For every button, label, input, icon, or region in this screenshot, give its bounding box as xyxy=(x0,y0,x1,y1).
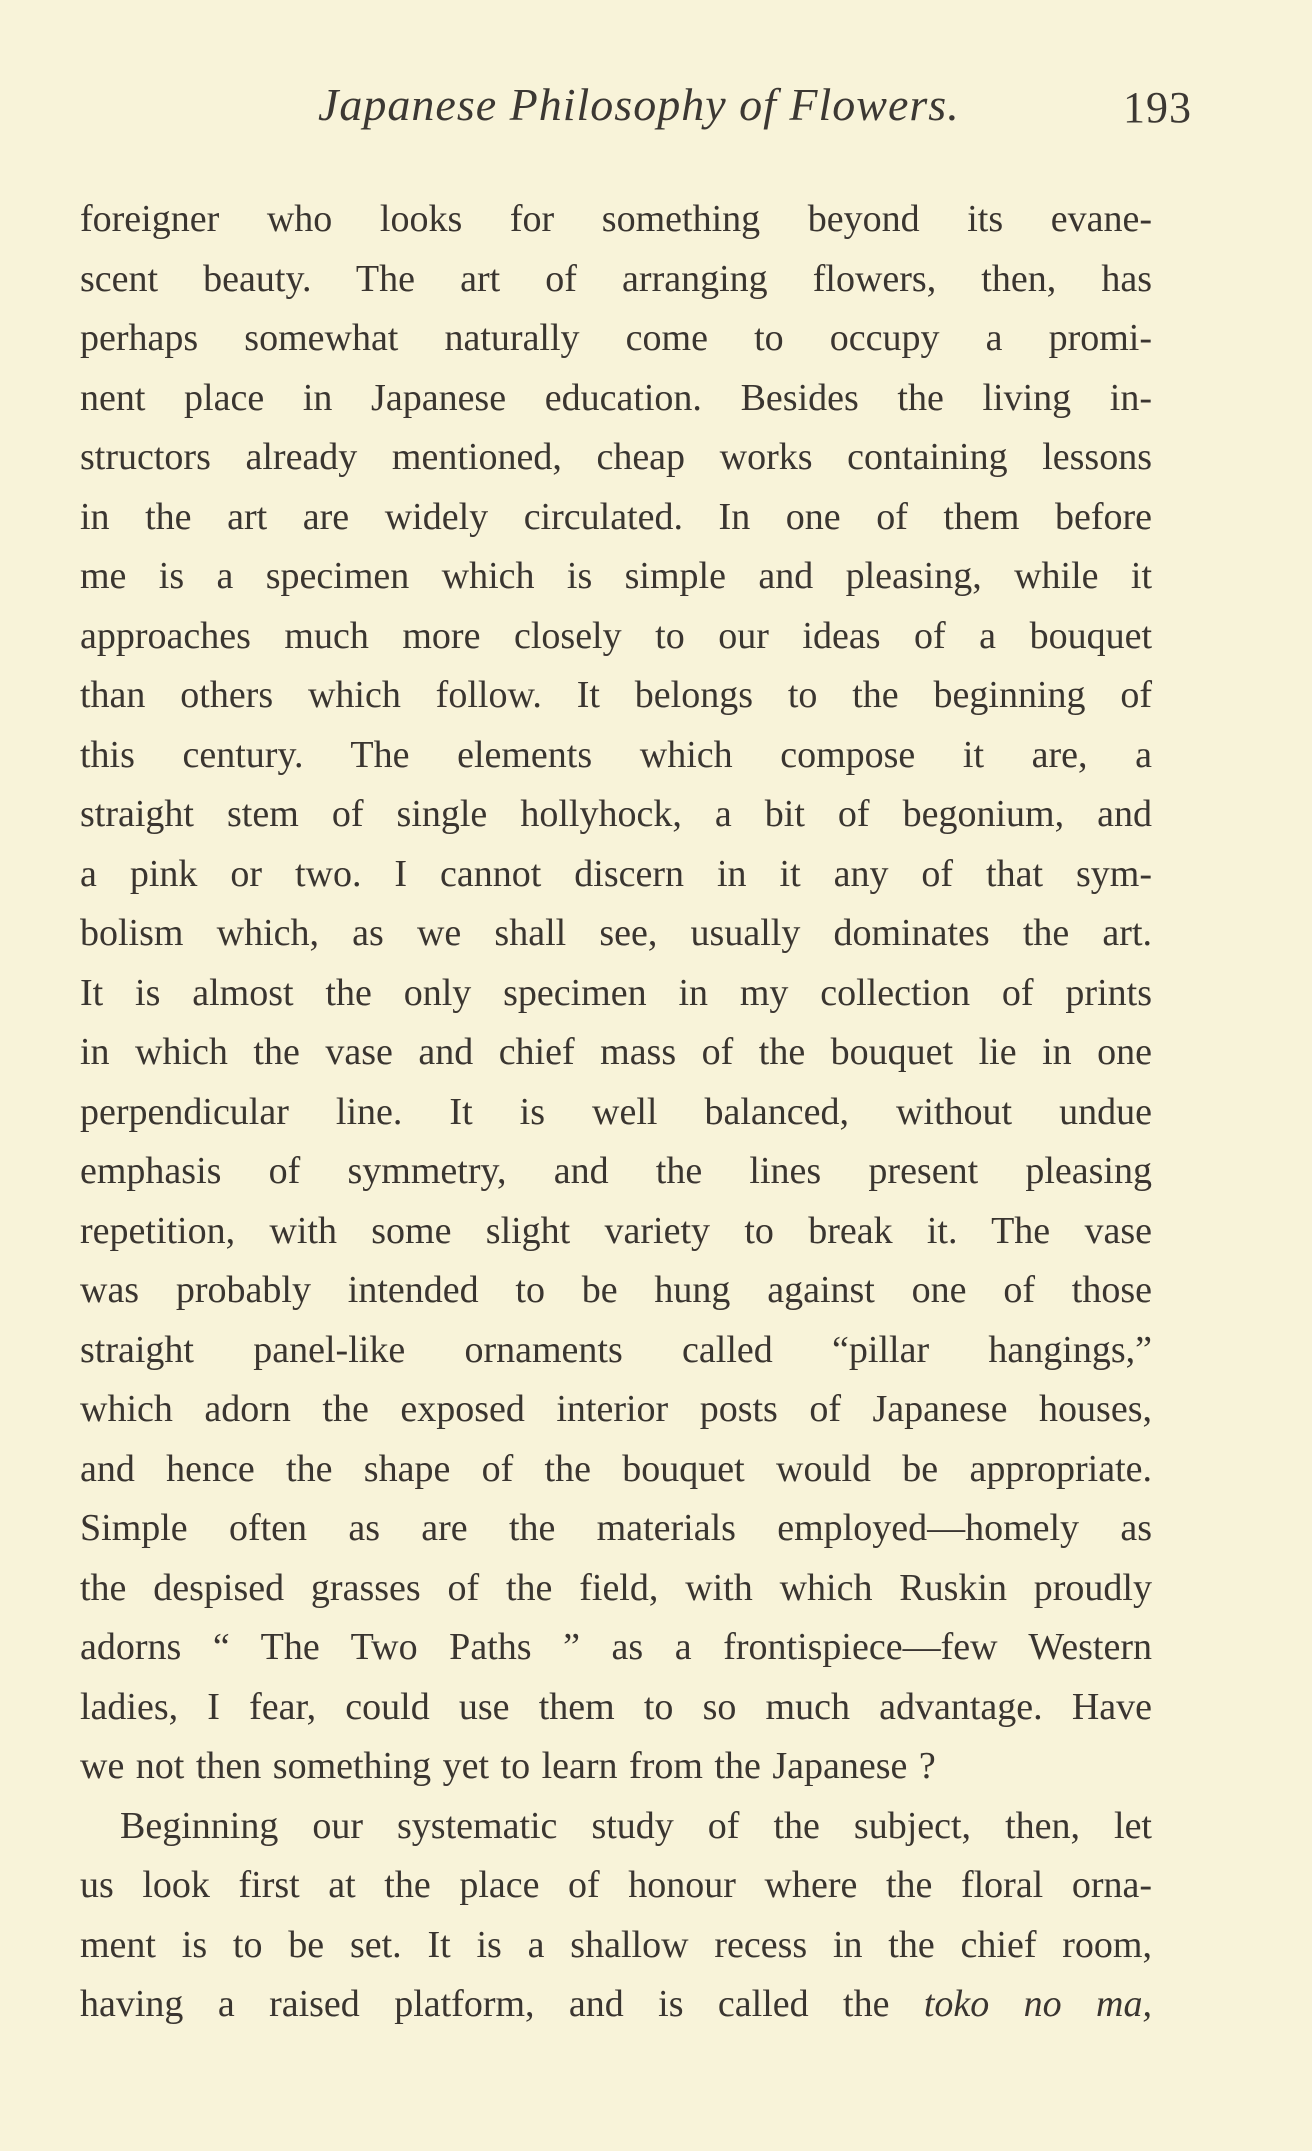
text-line: was probably intended to be hung against one of those xyxy=(80,1269,1152,1311)
text-line: which adorn the exposed interior posts of Japanese houses, xyxy=(80,1388,1152,1430)
final-line-text: having a raised platform, and is called the xyxy=(80,1983,890,2025)
text-line: a pink or two. I cannot discern in it any of that sym- xyxy=(80,852,1152,895)
text-line: in which the vase and chief mass of the bouquet lie in one xyxy=(80,1031,1152,1073)
text-line-paragraph-end: we not then something yet to learn from the Japanese ? xyxy=(80,1745,936,1787)
text-line: me is a specimen which is simple and pleasing, while it xyxy=(80,555,1152,597)
text-line: straight panel-like ornaments called “pillar hangings,” xyxy=(80,1328,1152,1371)
text-line: approaches much more closely to our ideas of a bouquet xyxy=(80,614,1152,657)
text-line: and hence the shape of the bouquet would be appropriate. xyxy=(80,1447,1152,1490)
running-head xyxy=(0,78,1312,148)
text-line-paragraph-start: Beginning our systematic study of the subject, then, let xyxy=(120,1804,1152,1847)
text-line: perhaps somewhat naturally come to occupy a promi- xyxy=(80,317,1152,359)
text-line-final xyxy=(80,1975,1152,2035)
text-line: the despised grasses of the field, with which Ruskin proudly xyxy=(80,1566,1152,1609)
text-line: perpendicular line. It is well balanced, without undue xyxy=(80,1090,1152,1133)
text-line: than others which follow. It belongs to the beginning of xyxy=(80,674,1152,716)
body-text xyxy=(80,190,1152,2035)
text-line: scent beauty. The art of arranging flowers, then, has xyxy=(80,257,1152,300)
page-number: 193 xyxy=(1123,83,1192,132)
text-line: in the art are widely circulated. In one of them before xyxy=(80,495,1152,538)
text-line: ment is to be set. It is a shallow recess in the chief room, xyxy=(80,1923,1152,1966)
text-line: emphasis of symmetry, and the lines present pleasing xyxy=(80,1150,1152,1192)
running-title: Japanese Philosophy of Flowers. xyxy=(318,79,960,130)
text-line: foreigner who looks for something beyond its evane- xyxy=(80,198,1152,240)
text-line: ladies, I fear, could use them to so much advantage. Have xyxy=(80,1685,1152,1728)
text-line: this century. The elements which compose it are, a xyxy=(80,733,1152,776)
text-line: structors already mentioned, cheap works containing lessons xyxy=(80,436,1152,478)
text-line: repetition, with some slight variety to break it. The vase xyxy=(80,1209,1152,1252)
text-line: straight stem of single hollyhock, a bit of begonium, and xyxy=(80,793,1152,835)
italic-term: toko no ma, xyxy=(923,1983,1152,2025)
text-line: Simple often as are the materials employed—homely as xyxy=(80,1507,1152,1549)
text-line: adorns “ The Two Paths ” as a frontispiece—few Western xyxy=(80,1626,1152,1668)
text-line: nent place in Japanese education. Besides the living in- xyxy=(80,376,1152,419)
text-line: It is almost the only specimen in my collection of prints xyxy=(80,971,1152,1014)
text-line: us look first at the place of honour where the floral orna- xyxy=(80,1864,1152,1906)
text-line: bolism which, as we shall see, usually dominates the art. xyxy=(80,912,1152,954)
